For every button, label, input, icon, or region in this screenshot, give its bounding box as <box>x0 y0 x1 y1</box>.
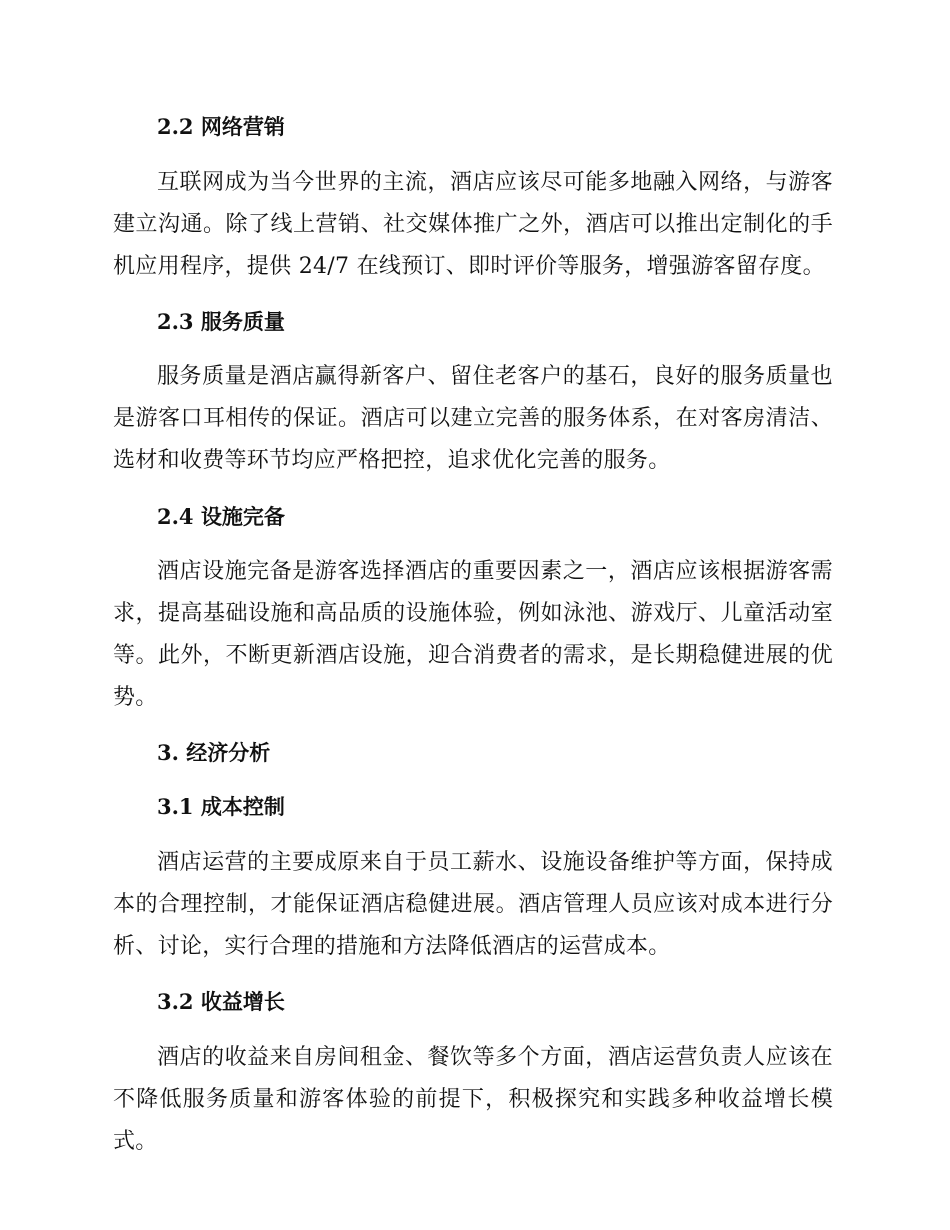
section-heading-2-2: 2.2 网络营销 <box>157 114 285 139</box>
section-paragraph-3-2: 酒店的收益来自房间租金、餐饮等多个方面，酒店运营负责人应该在不降低服务质量和游客体验的前提下，积极探究和实践多种收益增长模式。 <box>113 1045 833 1154</box>
section-heading-3-2: 3.2 收益增长 <box>157 989 285 1014</box>
section-paragraph-3-1: 酒店运营的主要成原来自于员工薪水、设施设备维护等方面，保持成本的合理控制，才能保证酒店稳健进展。酒店管理人员应该对成本进行分析、讨论，实行合理的措施和方法降低酒店的运营成本。 <box>113 850 833 959</box>
section-paragraph-2-3: 服务质量是酒店赢得新客户、留住老客户的基石，良好的服务质量也是游客口耳相传的保证。酒店可以建立完善的服务体系，在对客房清洁、选材和收费等环节均应严格把控，追求优化完善的服务。 <box>113 364 833 473</box>
section-heading-3: 3. 经济分析 <box>157 740 271 765</box>
section-heading-2-4: 2.4 设施完备 <box>157 504 285 529</box>
section-paragraph-2-2: 互联网成为当今世界的主流，酒店应该尽可能多地融入网络，与游客建立沟通。除了线上营销、社交媒体推广之外，酒店可以推出定制化的手机应用程序，提供 24/7 在线预订、即时评价等服务，增强游客留存度。 <box>113 170 833 279</box>
section-heading-3-1: 3.1 成本控制 <box>157 794 285 819</box>
section-paragraph-2-4: 酒店设施完备是游客选择酒店的重要因素之一，酒店应该根据游客需求，提高基础设施和高品质的设施体验，例如泳池、游戏厅、儿童活动室等。此外，不断更新酒店设施，迎合消费者的需求，是长期稳健进展的优势。 <box>113 559 833 710</box>
section-heading-2-3: 2.3 服务质量 <box>157 309 285 334</box>
